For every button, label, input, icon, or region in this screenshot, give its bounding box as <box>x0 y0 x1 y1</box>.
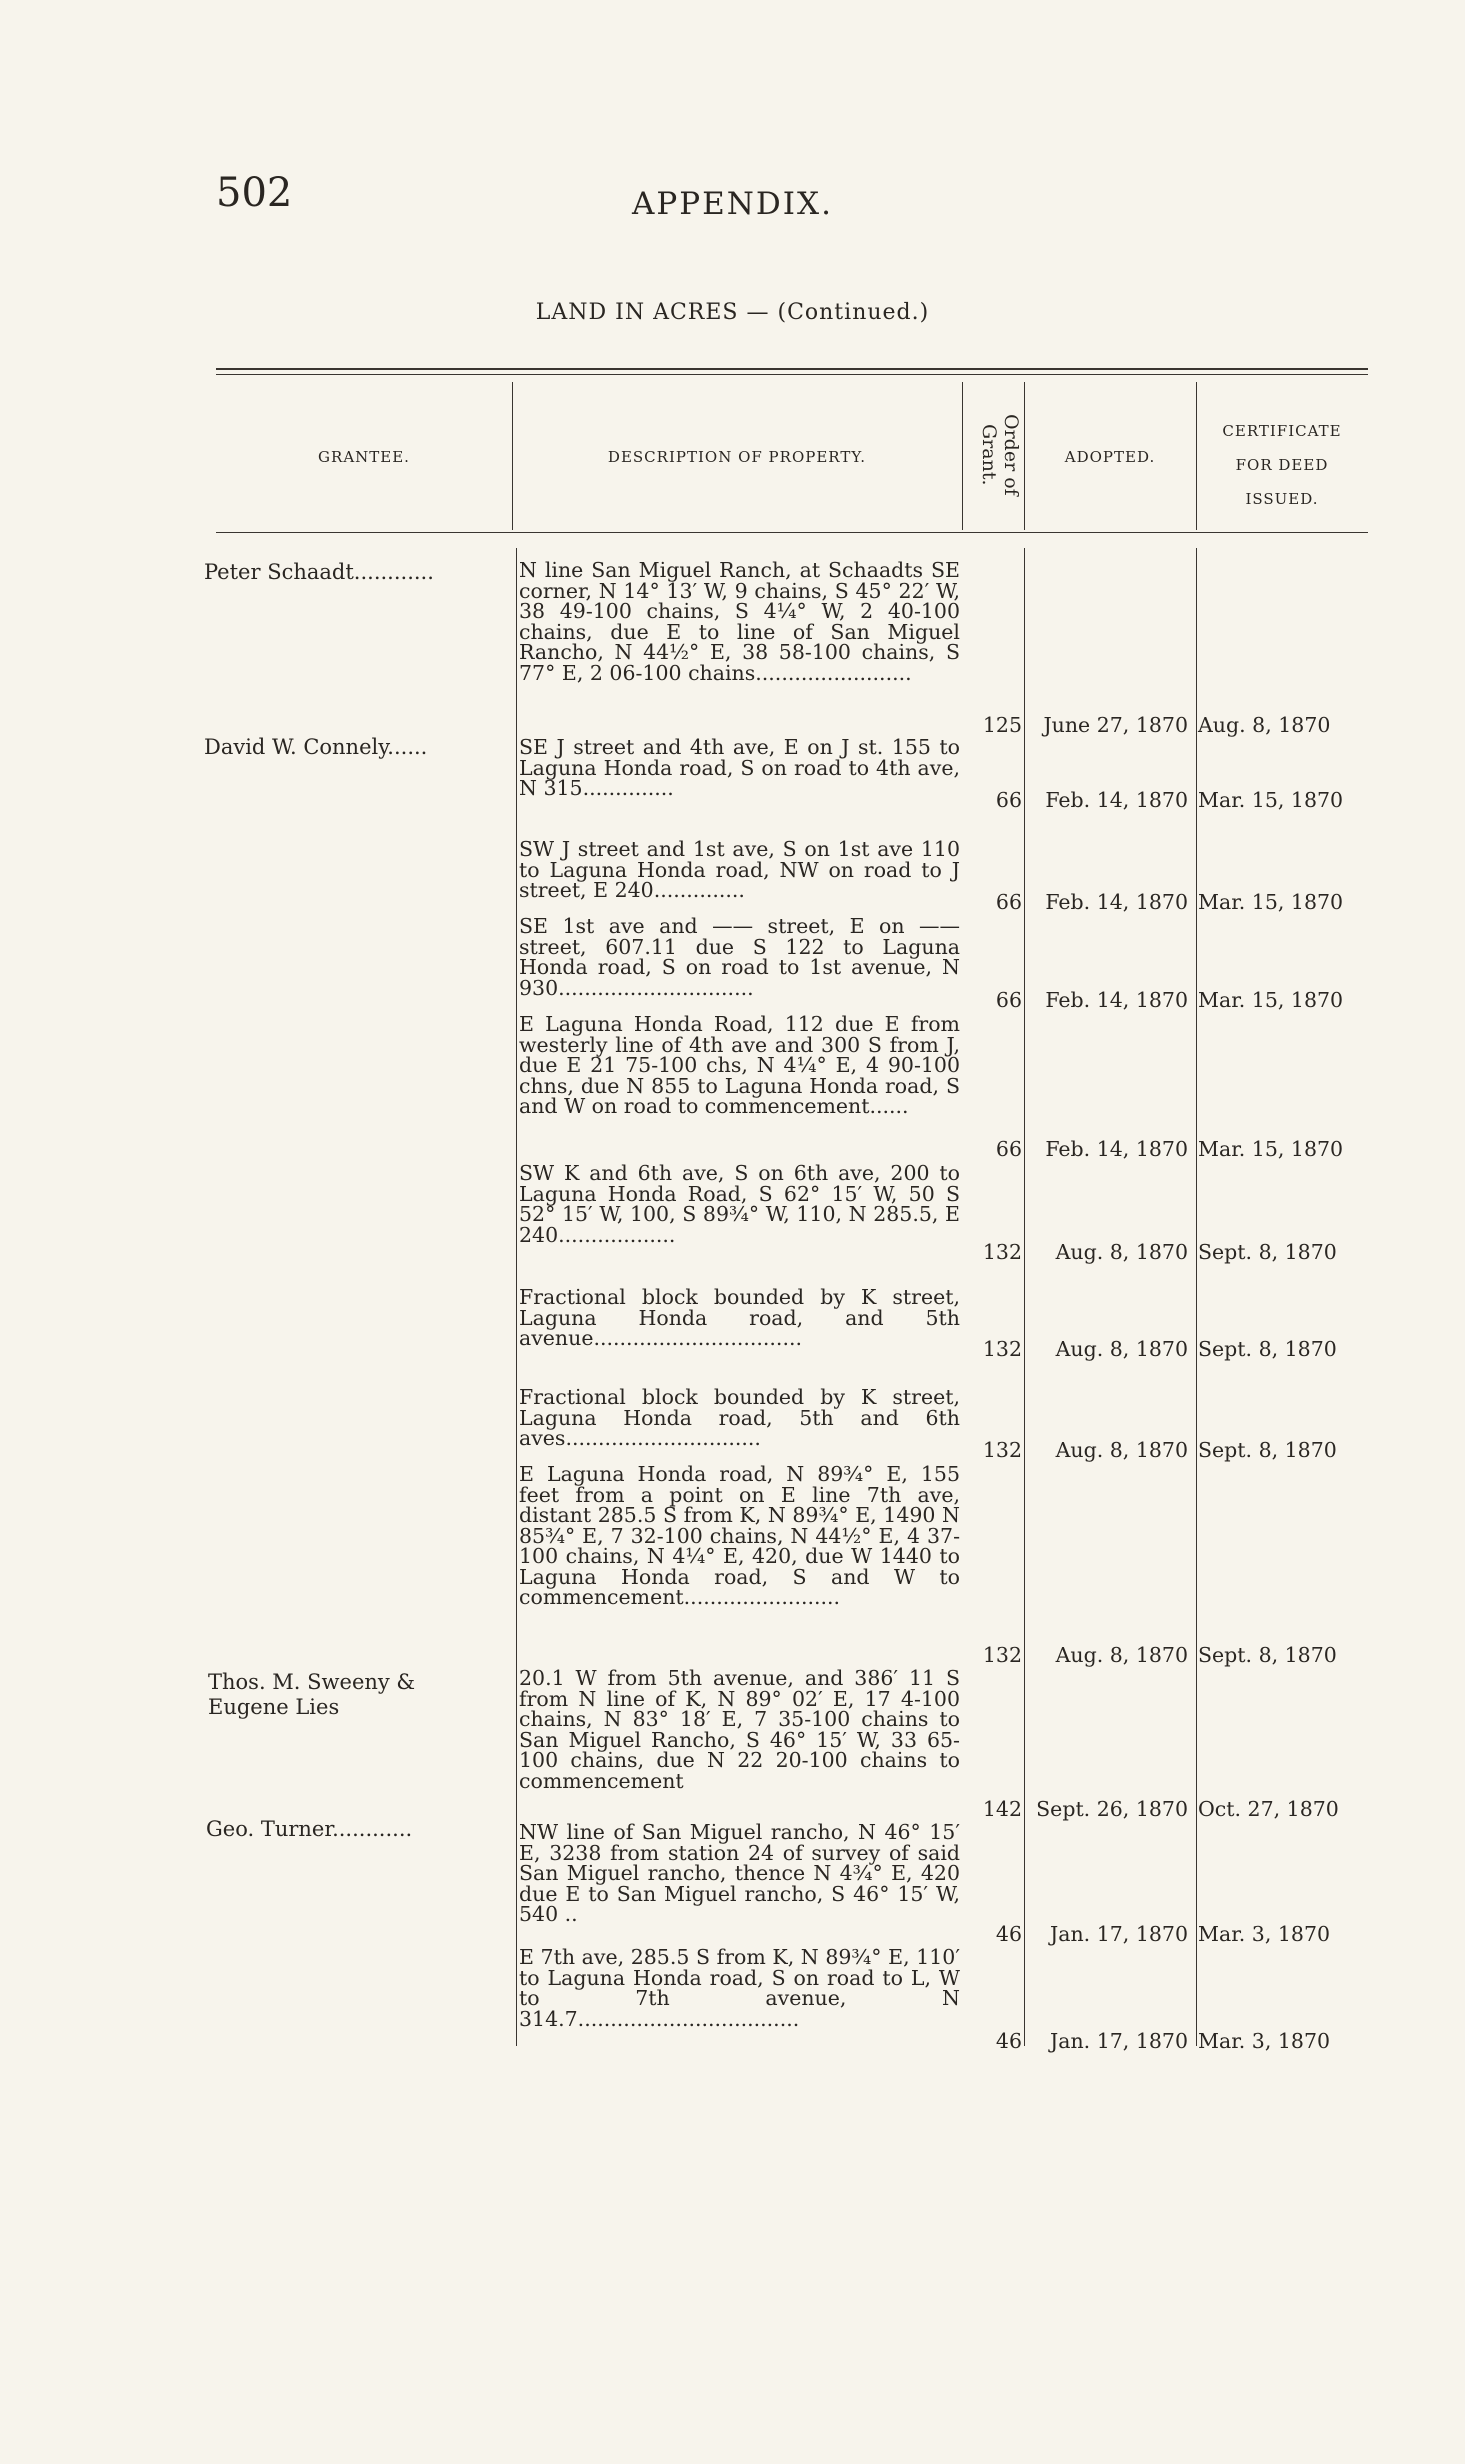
certificate-date: Sept. 8, 1870 <box>1198 1337 1337 1361</box>
order-of-grant: 132 <box>982 1438 1022 1462</box>
property-description: N line San Miguel Ranch, at Schaadts SE corner, N 14° 13′ W, 9 chains, S 45° 22′ W, 38 49-100 chains, S 4¼° W, 2 40-100 chains, due E to line of San Miguel Rancho, N 44½° E, 38 58-100 chains, S 77° E, 2 06-100 chains........................ <box>519 558 960 685</box>
order-of-grant: 142 <box>982 1797 1022 1821</box>
page-number: 502 <box>216 170 293 216</box>
column-header-order: Order of Grant. <box>978 414 1022 496</box>
adopted-date: Jan. 17, 1870 <box>1050 1922 1188 1946</box>
property-description: SW K and 6th ave, S on 6th ave, 200 to Laguna Honda Road, S 62° 15′ W, 50 S 52° 15′ W, 100, S 89¾° W, 110, N 285.5, E 240.................. <box>519 1161 960 1247</box>
body-divider <box>1196 548 1197 2046</box>
certificate-header-line: CERTIFICATE <box>1222 422 1342 440</box>
property-description: SE J street and 4th ave, E on J st. 155 to Laguna Honda road, S on road to 4th ave, N 315.............. <box>519 735 960 800</box>
property-description: E Laguna Honda Road, 112 due E from westerly line of 4th ave and 300 S from J, due E 21 75-100 chs, N 4¼° E, 4 90-100 chns, due N 855 to Laguna Honda road, S and W on road to commencement...... <box>519 1012 960 1118</box>
column-header-adopted: ADOPTED. <box>1064 448 1156 466</box>
certificate-date: Sept. 8, 1870 <box>1198 1438 1337 1462</box>
property-description: SE 1st ave and —— street, E on —— street, 607.11 due S 122 to Laguna Honda road, S on road to 1st avenue, N 930.............................. <box>519 914 960 1000</box>
certificate-date: Sept. 8, 1870 <box>1198 1643 1337 1667</box>
table-top-rule <box>216 368 1368 370</box>
order-of-grant: 132 <box>982 1337 1022 1361</box>
order-of-grant: 66 <box>995 890 1022 914</box>
adopted-date: Aug. 8, 1870 <box>1055 1643 1188 1667</box>
adopted-date: Aug. 8, 1870 <box>1055 1438 1188 1462</box>
order-of-grant: 46 <box>995 2029 1022 2053</box>
certificate-date: Oct. 27, 1870 <box>1198 1797 1339 1821</box>
adopted-date: Feb. 14, 1870 <box>1045 1137 1188 1161</box>
grantee-name <box>208 1670 415 1720</box>
adopted-date: Feb. 14, 1870 <box>1045 788 1188 812</box>
body-divider <box>1024 548 1025 2046</box>
certificate-date: Mar. 15, 1870 <box>1198 890 1344 914</box>
certificate-date: Mar. 15, 1870 <box>1198 1137 1344 1161</box>
property-description: Fractional block bounded by K street, Laguna Honda road, 5th and 6th aves.............................. <box>519 1385 960 1450</box>
property-description: 20.1 W from 5th avenue, and 386′ 11 S from N line of K, N 89° 02′ E, 17 4-100 chains, N 83° 18′ E, 7 35-100 chains to San Miguel Rancho, S 46° 15′ W, 33 65-100 chains, due N 22 20-100 chains to commencement <box>519 1666 960 1793</box>
table-title: LAND IN ACRES — (Continued.) <box>535 300 930 325</box>
certificate-date: Mar. 15, 1870 <box>1198 988 1344 1012</box>
table-top-rule-thin <box>216 374 1368 375</box>
property-description: SW J street and 1st ave, S on 1st ave 110 to Laguna Honda road, NW on road to J street, E 240.............. <box>519 837 960 902</box>
grantee-name-line: Eugene Lies <box>208 1695 340 1719</box>
header-bottom-rule <box>216 532 1368 533</box>
adopted-date: Aug. 8, 1870 <box>1055 1240 1188 1264</box>
column-header-description: DESCRIPTION OF PROPERTY. <box>607 448 867 466</box>
certificate-date: Mar. 3, 1870 <box>1198 1922 1331 1946</box>
order-of-grant: 132 <box>982 1643 1022 1667</box>
order-of-grant: 66 <box>995 988 1022 1012</box>
adopted-date: Feb. 14, 1870 <box>1045 988 1188 1012</box>
property-description: E 7th ave, 285.5 S from K, N 89¾° E, 110′ to Laguna Honda road, S on road to L, W to 7th avenue, N 314.7.................................. <box>519 1945 960 2031</box>
body-divider <box>516 548 517 2046</box>
grantee-name-line: Thos. M. Sweeny & <box>208 1670 416 1694</box>
certificate-date: Aug. 8, 1870 <box>1198 713 1331 737</box>
order-of-grant: 132 <box>982 1240 1022 1264</box>
certificate-date: Sept. 8, 1870 <box>1198 1240 1337 1264</box>
adopted-date: June 27, 1870 <box>1043 713 1188 737</box>
certificate-date: Mar. 3, 1870 <box>1198 2029 1331 2053</box>
order-of-grant: 66 <box>995 788 1022 812</box>
property-description: NW line of San Miguel rancho, N 46° 15′ E, 3238 from station 24 of survey of said San Miguel rancho, thence N 4¾° E, 420 due E to San Miguel rancho, S 46° 15′ W, 540 .. <box>519 1820 960 1926</box>
adopted-date: Sept. 26, 1870 <box>1036 1797 1188 1821</box>
adopted-date: Jan. 17, 1870 <box>1050 2029 1188 2053</box>
property-description: Fractional block bounded by K street, Laguna Honda road, and 5th avenue................................ <box>519 1285 960 1350</box>
certificate-header-line: FOR DEED <box>1235 456 1329 474</box>
column-header-certificate <box>1196 414 1368 516</box>
adopted-date: Feb. 14, 1870 <box>1045 890 1188 914</box>
grantee-name: David W. Connely...... <box>204 735 428 759</box>
order-of-grant: 66 <box>995 1137 1022 1161</box>
certificate-date: Mar. 15, 1870 <box>1198 788 1344 812</box>
page-heading: APPENDIX. <box>632 186 833 222</box>
order-of-grant: 46 <box>995 1922 1022 1946</box>
column-header-grantee: GRANTEE. <box>318 448 410 466</box>
adopted-date: Aug. 8, 1870 <box>1055 1337 1188 1361</box>
order-of-grant: 125 <box>982 713 1022 737</box>
property-description: E Laguna Honda road, N 89¾° E, 155 feet from a point on E line 7th ave, distant 285.5 S from K, N 89¾° E, 1490 N 85¾° E, 7 32-100 chains, N 44½° E, 4 37-100 chains, N 4¼° E, 420, due W 1440 to Laguna Honda road, S and W to commencement........................ <box>519 1462 960 1609</box>
grantee-name: Geo. Turner............ <box>206 1817 413 1841</box>
grantee-name: Peter Schaadt............ <box>204 560 434 584</box>
certificate-header-line: ISSUED. <box>1245 490 1319 508</box>
